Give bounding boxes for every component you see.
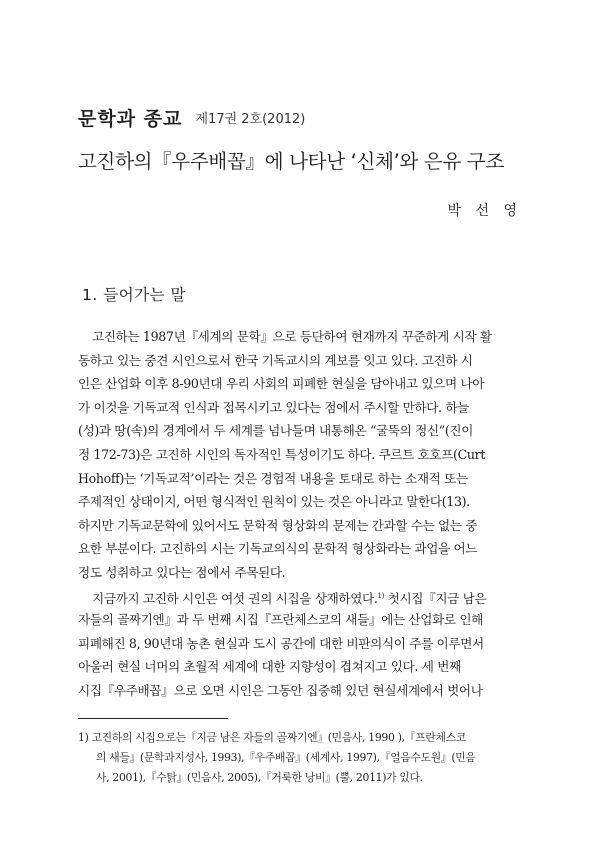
paragraph-line: 인은 산업화 이후 8-90년대 우리 사회의 피폐한 현실을 담아내고 있으며 나아 bbox=[78, 376, 485, 392]
paragraph-text: 지금까지 고진하 시인은 여섯 권의 시집을 상재하였다. bbox=[92, 590, 378, 606]
body-text bbox=[78, 325, 522, 703]
footnote-line: 사, 2001),『수탉』(민음사, 2005),『거룩한 낭비』(뿔, 2011)가 있다. bbox=[96, 771, 423, 784]
paragraph-text: 첫시집『지금 남은 bbox=[384, 590, 487, 606]
author-name: 박 선 영 bbox=[447, 203, 522, 219]
section-heading: 1. 들어가는 말 bbox=[82, 286, 187, 304]
paragraph-line: (성)과 땅(속)의 경계에서 두 세계를 넘나들며 내통해온 “굴뚝의 정신”(진이 bbox=[78, 423, 474, 439]
paragraph-line: 피폐해진 8, 90년대 농촌 현실과 도시 공간에 대한 비판의식이 주를 이루면서 bbox=[78, 635, 484, 651]
running-header bbox=[78, 104, 305, 131]
issue-label: 제17권 2호(2012) bbox=[195, 112, 306, 127]
paragraph-line: 고진하는 1987년『세계의 문학』으로 등단하여 현재까지 꾸준하게 시작 활 bbox=[92, 329, 492, 344]
paragraph-line: 하지만 기독교문학에 있어서도 문학적 형상화의 문제는 간과할 수는 없는 중 bbox=[78, 517, 478, 533]
paragraph-line: 아울러 현실 너머의 초월적 세계에 대한 지향성이 겹쳐지고 있다. 세 번째 bbox=[78, 659, 461, 675]
footnote-marker[interactable]: 1) bbox=[377, 591, 385, 600]
paragraph-line: 주제적인 상태이지, 어떤 형식적인 원칙이 있는 것은 아니라고 말한다(13). bbox=[78, 494, 470, 510]
footnote-divider bbox=[78, 718, 228, 719]
journal-logo: 문학과 종교 bbox=[78, 108, 183, 130]
paragraph-line: 정도 성취하고 있다는 점에서 주목된다. bbox=[78, 564, 286, 580]
article-title: 고진하의『우주배꼽』에 나타난 ‘신체’와 은유 구조 bbox=[78, 150, 504, 173]
footnote-line: 1) 고진하의 시집으로는『지금 남은 자들의 골짜기엔』(민음사, 1990 ),『프란체스코 bbox=[78, 731, 466, 744]
paragraph-line: Hohoff)는 ‘기독교적’이라는 것은 경험적 내용을 토대로 하는 소재적 또는 bbox=[78, 470, 468, 486]
paragraph-line: 동하고 있는 중견 시인으로서 한국 기독교시의 계보를 잇고 있다. 고진하 시 bbox=[78, 352, 473, 368]
paragraph-line: 요한 부분이다. 고진하의 시는 기독교의식의 문학적 형상화라는 과업을 어느 bbox=[78, 541, 478, 557]
footnote-line: 의 새들』(문학과지성사, 1993),『우주배꼽』(세계사, 1997),『얼음수도원』(민음 bbox=[96, 751, 476, 764]
paragraph-line: 자들의 골짜기엔』과 두 번째 시집『프란체스코의 새들』에는 산업화로 인해 bbox=[78, 612, 483, 628]
paragraph-line: 시집『우주배꼽』으로 오면 시인은 그동안 집중해 있던 현실세계에서 벗어나 bbox=[78, 682, 483, 698]
paragraph-line: 정 172-73)은 고진하 시인의 독자적인 특성이기도 하다. 쿠르트 호호프(Curt bbox=[78, 446, 486, 462]
paragraph-line: 가 이것을 기독교적 인식과 접목시키고 있다는 점에서 주시할 만하다. 하늘 bbox=[78, 399, 469, 415]
paragraph-line bbox=[78, 585, 522, 609]
footnote bbox=[78, 728, 526, 788]
